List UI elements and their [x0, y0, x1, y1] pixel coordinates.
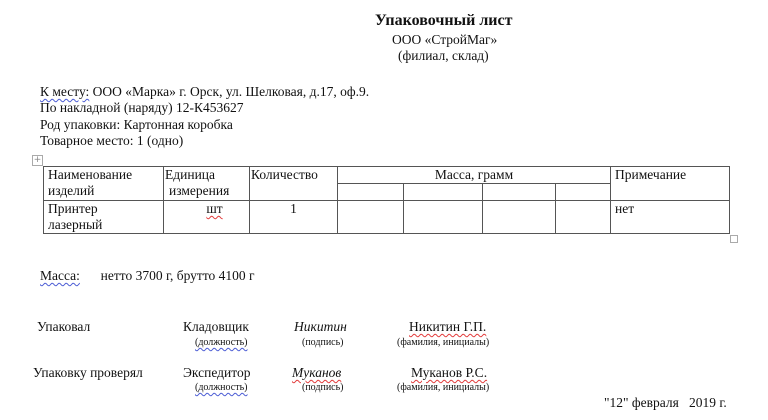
mass-subheader-4 — [556, 184, 611, 201]
mass-subheader-2 — [404, 184, 483, 201]
table-header-row — [44, 167, 730, 184]
company-name-text: ООО «СтройМаг» — [392, 32, 498, 47]
table-row — [44, 201, 730, 234]
signature-action-checked: Упаковку проверял — [33, 365, 143, 380]
mass-subheader-1 — [338, 184, 404, 201]
destination-line — [40, 84, 369, 100]
cell-mass-1[interactable] — [338, 201, 404, 234]
mass-label: Масса: — [40, 268, 80, 283]
name-packer: Никитин Г.П. — [409, 319, 487, 334]
packing-table — [43, 166, 730, 234]
company-name — [392, 32, 497, 48]
cell-name[interactable]: Принтер лазерный — [44, 201, 164, 234]
cell-unit[interactable]: шт — [164, 201, 250, 234]
cell-mass-2[interactable] — [404, 201, 483, 234]
cell-mass-4[interactable] — [556, 201, 611, 234]
signature-caption: (подпись) — [302, 382, 344, 393]
name-caption: (фамилия, инициалы) — [397, 382, 490, 393]
package-type-line: Род упаковки: Картонная коробка — [40, 117, 233, 132]
waybill-line: По накладной (наряду) 12-К453627 — [40, 100, 244, 115]
destination-label: К месту: — [40, 84, 90, 99]
name-caption: (фамилия, инициалы) — [397, 337, 490, 348]
table-move-handle-icon[interactable]: + — [33, 155, 42, 165]
signature-action-packed: Упаковал — [37, 319, 91, 334]
branch-caption: (филиал, склад) — [398, 48, 489, 63]
signature-position-checker: Экспедитор — [183, 365, 251, 380]
signature-packer: Никитин — [294, 319, 347, 334]
header-mass: Масса, грамм — [338, 167, 611, 184]
signature-position-packer: Кладовщик — [183, 319, 249, 334]
document-title: Упаковочный лист — [375, 12, 513, 29]
name-checker: Муканов Р.С. — [411, 365, 488, 380]
cargo-place-line: Товарное место: 1 (одно) — [40, 133, 184, 148]
header-unit: Единица измерения — [164, 167, 250, 201]
header-name: Наименование изделий — [44, 167, 164, 201]
cell-note[interactable]: нет — [611, 201, 730, 234]
table-resize-handle-icon[interactable] — [730, 235, 738, 243]
mass-summary — [40, 268, 255, 284]
mass-value: нетто 3700 г, брутто 4100 г — [100, 268, 255, 283]
mass-subheader-3 — [483, 184, 556, 201]
header-quantity: Количество — [250, 167, 338, 201]
signature-caption: (подпись) — [302, 337, 344, 348]
position-caption: (должность) — [195, 382, 248, 393]
document-date: "12" февраля 2019 г. — [604, 395, 727, 410]
cell-mass-3[interactable] — [483, 201, 556, 234]
position-caption: (должность) — [195, 337, 248, 348]
header-note: Примечание — [611, 167, 730, 201]
cell-quantity[interactable]: 1 — [250, 201, 338, 234]
signature-checker: Муканов — [292, 365, 342, 380]
destination-value: ООО «Марка» г. Орск, ул. Шелковая, д.17, оф.9. — [92, 84, 370, 99]
